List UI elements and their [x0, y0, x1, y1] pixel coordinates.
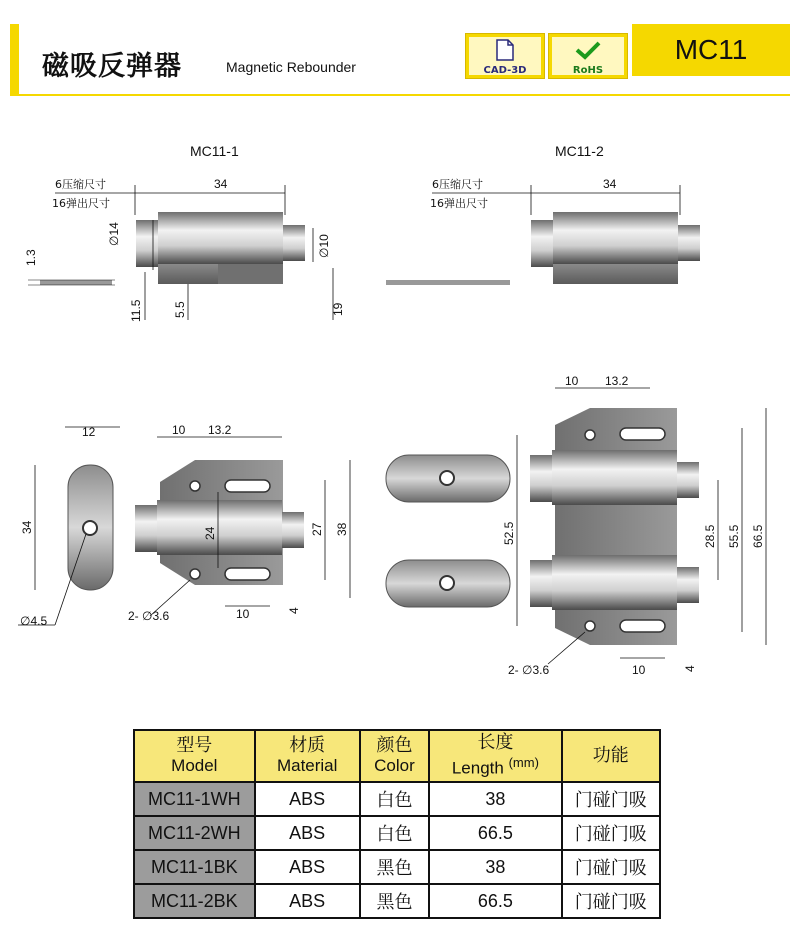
top-body-2b: [552, 555, 677, 610]
cell-color: 黑色: [360, 884, 429, 918]
dim-12: 12: [82, 425, 96, 439]
table-header-row: [134, 730, 660, 782]
dim-13-2-b: 13.2: [605, 374, 629, 388]
page-subtitle: Magnetic Rebounder: [226, 59, 356, 75]
compress-label-2: 6压缩尺寸: [432, 178, 483, 191]
cell-length: 66.5: [429, 816, 561, 850]
table-row: [134, 884, 660, 918]
dim-4-b: 4: [683, 665, 697, 672]
cell-length: 38: [429, 850, 561, 884]
compress-label-1: 6压缩尺寸: [55, 178, 106, 191]
dim-34-top-1: 34: [214, 177, 228, 191]
dim-24: 24: [203, 526, 217, 540]
dim-5-5: 5.5: [173, 301, 187, 318]
magnet-plate-2: [386, 280, 510, 285]
dim-10-c: 10: [565, 374, 579, 388]
header-function: 功能: [562, 730, 660, 782]
header-color: 颜色 Color: [360, 730, 429, 782]
dim-10-a: 10: [172, 423, 186, 437]
table-row: [134, 816, 660, 850]
top-body-1: [157, 500, 282, 555]
cell-function: 门碰门吸: [562, 850, 660, 884]
cell-model: MC11-2WH: [134, 816, 255, 850]
cell-color: 白色: [360, 816, 429, 850]
header-length: 长度 Length $^{(mm)}$: [429, 730, 561, 782]
dim-19: 19: [331, 302, 345, 316]
spec-table: [133, 729, 661, 919]
cell-color: 黑色: [360, 850, 429, 884]
plate-hole: [83, 521, 97, 535]
top-tip-1: [282, 512, 304, 548]
dim-66-5: 66.5: [751, 524, 765, 548]
dim-28-5: 28.5: [703, 524, 717, 548]
base-right-1: [218, 264, 283, 284]
top-body-2a: [552, 450, 677, 505]
dim-27: 27: [310, 522, 324, 536]
plunger-body-1: [158, 212, 283, 264]
model-code: MC11: [674, 34, 748, 65]
cell-color: 白色: [360, 782, 429, 816]
cad-3d-label: CAD-3D: [483, 65, 527, 76]
cell-model: MC11-2BK: [134, 884, 255, 918]
dim-34-left: 34: [20, 520, 34, 534]
plunger-tip-1: [283, 225, 305, 261]
cell-function: 门碰门吸: [562, 816, 660, 850]
header-model: 型号 Model: [134, 730, 255, 782]
cell-material: ABS: [255, 884, 360, 918]
plunger-tip-2: [678, 225, 700, 261]
dim-1-3: 1.3: [24, 249, 38, 266]
dim-10-d: 10: [632, 663, 646, 677]
base-left-1: [158, 264, 218, 284]
cell-material: ABS: [255, 850, 360, 884]
dim-4-a: 4: [287, 607, 301, 614]
magnet-plate-1: [40, 280, 112, 285]
dim-34-top-2: 34: [603, 177, 617, 191]
dim-55-5: 55.5: [727, 524, 741, 548]
base-2: [553, 264, 678, 284]
view-label-mc11-2: MC11-2: [555, 143, 604, 159]
dim-13-2-a: 13.2: [208, 423, 232, 437]
rohs-label: RoHS: [572, 65, 604, 76]
plunger-body-2: [553, 212, 678, 264]
eject-label-1: 16弹出尺寸: [52, 197, 110, 210]
dim-d10: ∅10: [317, 234, 331, 258]
dim-hole-a: 2- ∅3.6: [128, 609, 170, 623]
cell-length: 38: [429, 782, 561, 816]
view-label-mc11-1: MC11-1: [190, 143, 239, 159]
cell-function: 门碰门吸: [562, 782, 660, 816]
plunger-cap-2: [531, 220, 553, 267]
cell-length: 66.5: [429, 884, 561, 918]
dim-d14: ∅14: [107, 222, 121, 246]
plunger-cap-1: [136, 220, 158, 267]
eject-label-2: 16弹出尺寸: [430, 197, 488, 210]
cell-model: MC11-1WH: [134, 782, 255, 816]
dim-hole-b: 2- ∅3.6: [508, 663, 550, 677]
header-material: 材质 Material: [255, 730, 360, 782]
dim-11-5: 11.5: [129, 299, 143, 322]
cell-model: MC11-1BK: [134, 850, 255, 884]
dim-52-5: 52.5: [502, 521, 516, 545]
cell-function: 门碰门吸: [562, 884, 660, 918]
dim-38: 38: [335, 522, 349, 536]
cell-material: ABS: [255, 816, 360, 850]
page-title: 磁吸反弹器: [42, 51, 182, 82]
cell-material: ABS: [255, 782, 360, 816]
top-cap-1: [135, 505, 157, 552]
table-row: [134, 782, 660, 816]
dim-10-b: 10: [236, 607, 250, 621]
table-row: [134, 850, 660, 884]
dim-d4-5: ∅4.5: [20, 614, 48, 628]
